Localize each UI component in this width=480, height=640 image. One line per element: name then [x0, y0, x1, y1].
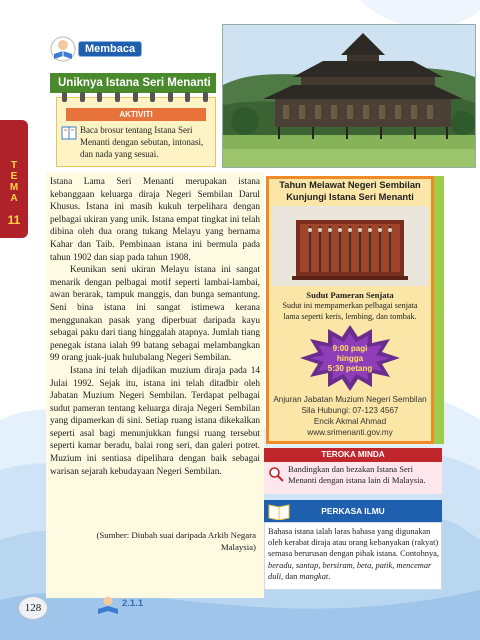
perkasa-ilmu-text — [268, 526, 440, 582]
theme-tab-label — [6, 160, 22, 204]
weapons-display-photo — [272, 206, 428, 286]
paragraph: Istana Lama Seri Menanti merupakan istana kebanggaan keluarga diraja Negeri Sembilan Darul Khusus. Istana ini masih kukuh terpelihara dengan pelbagai ukiran yang unik. Istana empat tingkat ini telah dibina oleh dua orang tukang Melayu yang bernama Kahar dan Taib. Pembinaan istana ini bermula pada tahun 1902 dan siap pada tahun 1908. — [50, 177, 260, 263]
website-link[interactable]: www.srimenanti.gov.my — [307, 428, 393, 437]
poster-caption-title: Sudut Pameran Senjata — [306, 290, 394, 300]
membaca-label: Membaca — [78, 41, 142, 57]
section-title: Uniknya Istana Seri Menanti — [50, 73, 216, 93]
hours-line: hingga — [336, 354, 364, 363]
perkasa-text-main: Bahasa istana ialah laras bahasa yang digunakan oleh kerabat diraja atau orang kebanyakan (rakyat) semasa berurusan dengan pihak istana. Contohnya, — [268, 527, 439, 559]
poster-title-line: Tahun Melawat Negeri Sembilan — [279, 180, 421, 190]
opening-hours — [310, 344, 390, 374]
aktiviti-heading: AKTIVITI — [66, 108, 206, 121]
tab-letter: M — [9, 182, 19, 193]
perkasa-text-end: . — [328, 571, 331, 581]
poster-title-line: Kunjungi Istana Seri Menanti — [286, 191, 414, 202]
perkasa-text-and: dan — [283, 571, 300, 581]
tab-letter: T — [10, 160, 18, 171]
perkasa-last-example: mangkat — [299, 571, 329, 581]
perkasa-examples: beradu, santap, bersiram, beta, patik, mencemar duli, — [268, 560, 432, 581]
aktiviti-text: Baca brosur tentang Istana Seri Menanti dengan sebutan, intonasi, dan nada yang sesuai. — [80, 125, 204, 159]
contact-phone: Sila Hubungi: 07-123 4567 — [301, 406, 399, 415]
teroka-minda-heading: TEROKA MINDA — [264, 448, 442, 462]
notebook-rings — [62, 92, 208, 102]
poster-caption: Sudut ini mempamerkan pelbagai senjata lama seperti keris, lembing, dan tombak. — [282, 301, 418, 321]
perkasa-ilmu-heading: PERKASA ILMU — [264, 500, 442, 522]
article-body — [50, 176, 260, 478]
paragraph: Keunikan seni ukiran Melayu istana ini sangat menarik dengan pelbagai motif seperti lambai-lambai, awan berarak, tampuk manggis, dan bunga semantung. Seni bina istana ini sangat istimewa kerana menggunakan pasak yang diperbuat daripada kayu sebagai paku dari tiang hinggalah atapnya. Jumlah tiang penegak istana ialah 99 batang sebagai melambangkan 99 orang juak-juak hulubalang Negeri Sembilan. — [50, 265, 260, 364]
tab-letter: E — [10, 171, 18, 182]
brochure-icon — [60, 124, 78, 142]
contact-person: Encik Akmal Ahmad — [313, 417, 387, 426]
poster-accent-bar — [434, 176, 444, 444]
organizer-line: Anjuran Jabatan Muzium Negeri Sembilan — [273, 395, 427, 404]
reading-icon — [50, 36, 76, 62]
reading-icon — [96, 594, 120, 616]
palace-photo — [222, 24, 476, 168]
page-number: 128 — [18, 596, 48, 620]
poster-title — [272, 180, 428, 203]
magnifier-icon — [268, 466, 284, 482]
tab-letter: A — [10, 193, 18, 204]
teroka-minda-text: Bandingkan dan bezakan Istana Seri Menanti dengan istana lain di Malaysia. — [288, 464, 426, 485]
book-icon — [268, 502, 290, 520]
poster-organizer-info — [272, 394, 428, 438]
paragraph: Istana ini telah dijadikan muzium diraja pada 14 Julai 1992. Sejak itu, istana ini telah ditadbir oleh Jabatan Muzium Negeri Sembilan. Terdapat pelbagai sudut pameran tentang keluarga diraja Negeri Sembilan yang dipamerkan di sini. Setiap ruang istana dikekalkan seperti asal bagi menunjukkan fungsi ruang tersebut seperti kamar beradu, balai rong seri, dan galeri potret. Muzium ini sentiasa dipelihara dengan baik sebagai warisan sejarah kebudayaan Negeri Sembilan. — [50, 365, 260, 477]
theme-number: 11 — [7, 213, 21, 227]
hours-line: 9:00 pagi — [332, 344, 368, 353]
standard-code: 2.1.1 — [122, 598, 144, 609]
source-citation: (Sumber: Diubah suai daripada Arkib Negara Malaysia) — [96, 530, 256, 552]
hours-line: 5:30 petang — [327, 364, 373, 373]
